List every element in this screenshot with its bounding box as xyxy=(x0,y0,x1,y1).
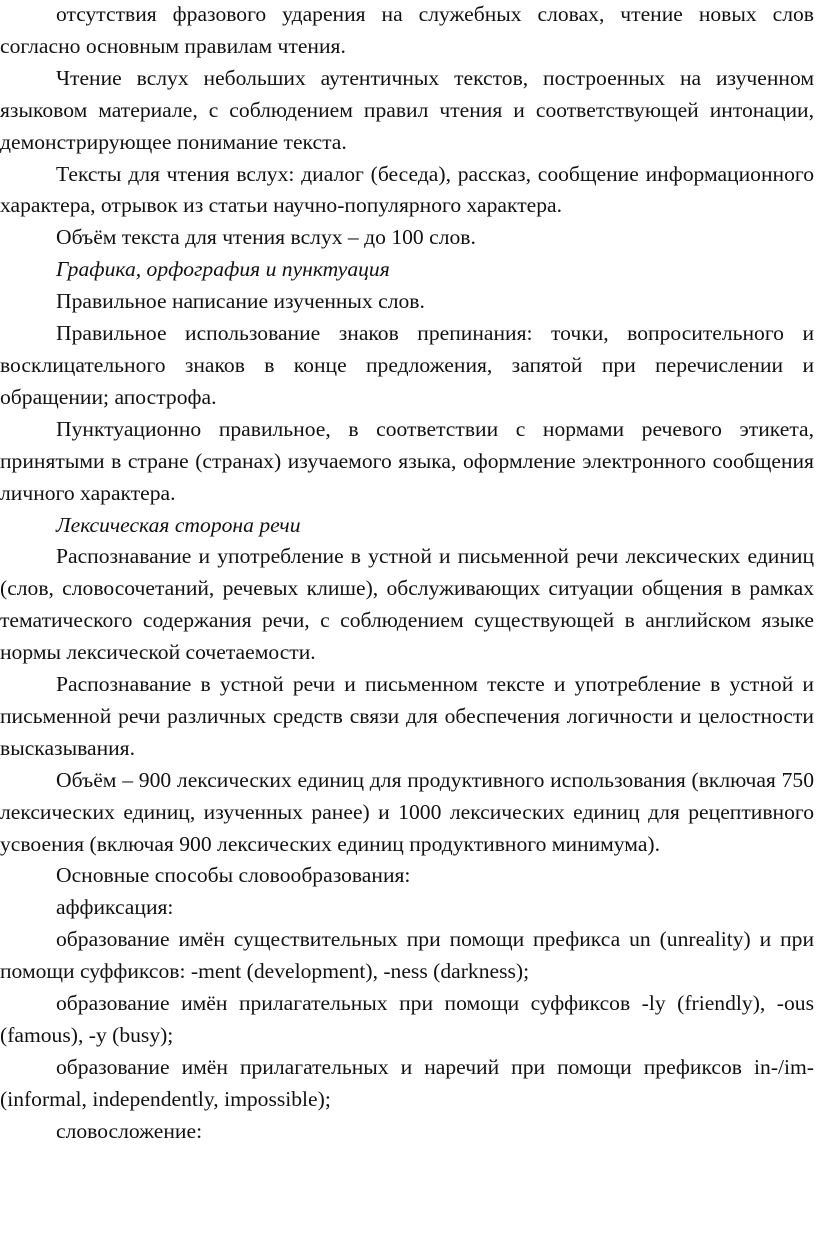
paragraph-punctuation: Правильное использование знаков препинания: точки, вопросительного и восклицательного знаков в конце предложения, запятой при перечислении и обращении; апострофа. xyxy=(0,321,814,409)
paragraph-spelling: Правильное написание изученных слов. xyxy=(56,289,425,314)
paragraph-reading-rules: отсутствия фразового ударения на служебных словах, чтение новых слов согласно основным правилам чтения. xyxy=(0,2,814,58)
paragraph-email-formatting: Пунктуационно правильное, в соответствии с нормами речевого этикета, принятыми в стране (странах) изучаемого языка, оформление электронного сообщения личного характера. xyxy=(0,416,814,505)
paragraph-noun-formation: образование имён существительных при помощи префикса un (unreality) и при помощи суффиксов: -ment (development), -ness (darkness); xyxy=(0,927,814,984)
paragraph-compounding: словосложение: xyxy=(56,1118,203,1143)
paragraph-adjective-prefixes: образование имён прилагательных и наречий при помощи префиксов in-/im- (informal, independently, impossible); xyxy=(0,1054,814,1111)
paragraph-affixation: аффиксация: xyxy=(56,895,174,920)
paragraph-texts-for-reading: Тексты для чтения вслух: диалог (беседа), рассказ, сообщение информационного характера, отрывок из статьи научно-популярного характера. xyxy=(0,161,814,218)
paragraph-reading-aloud: Чтение вслух небольших аутентичных текстов, построенных на изученном языковом материале, с соблюдением правил чтения и соответствующей интонации, демонстрирующее понимание текста. xyxy=(0,65,814,154)
paragraph-word-formation: Основные способы словообразования: xyxy=(56,863,411,888)
paragraph-text-volume: Объём текста для чтения вслух – до 100 слов. xyxy=(56,225,476,250)
paragraph-vocabulary-volume: Объём – 900 лексических единиц для продуктивного использования (включая 750 лексических единиц, изученных ранее) и 1000 лексических единиц для рецептивного усвоения (включая 900 лексических единиц продуктивного минимума). xyxy=(0,767,814,856)
paragraph-lexical-units: Распознавание и употребление в устной и письменной речи лексических единиц (слов, словосочетаний, речевых клише), обслуживающих ситуации общения в рамках тематического содержания речи, с соблюдением существующей в английском языке нормы лексической сочетаемости. xyxy=(0,544,814,665)
section-heading-lexical: Лексическая сторона речи xyxy=(56,512,301,537)
paragraph-adjective-suffixes: образование имён прилагательных при помощи суффиксов -ly (friendly), -ous (famous), -y (busy); xyxy=(0,991,814,1047)
section-heading-graphics: Графика, орфография и пунктуация xyxy=(56,257,390,282)
paragraph-cohesion-means: Распознавание в устной речи и письменном тексте и употребление в устной и письменной речи различных средств связи для обеспечения логичности и целостности высказывания. xyxy=(0,672,814,760)
